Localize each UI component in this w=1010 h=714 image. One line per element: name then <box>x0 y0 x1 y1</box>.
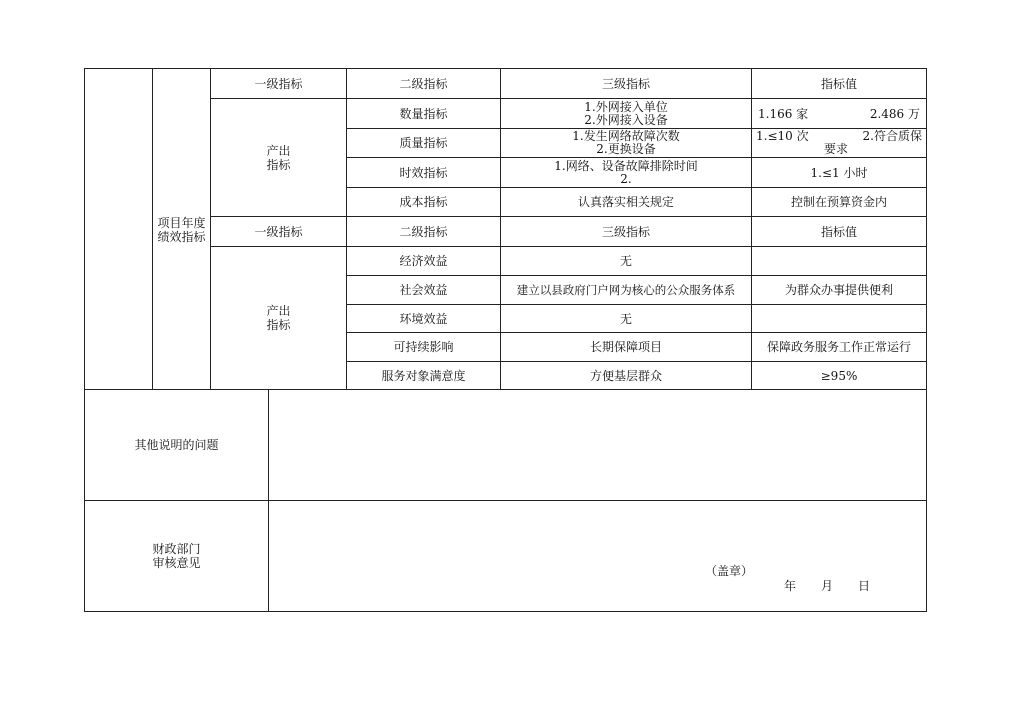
section-label: 项目年度绩效指标 <box>157 216 206 244</box>
value-part: 1.166 家 <box>758 106 809 121</box>
outcome-value: ≥95% <box>820 368 858 383</box>
outcome-detail: 无 <box>619 254 632 268</box>
outcome-group-label-line: 指标 <box>266 318 291 332</box>
header2-level2: 二级指标 <box>399 224 448 239</box>
outcome-value <box>752 247 926 275</box>
value-part: 1.≤10 次 <box>756 129 809 143</box>
table-border-right <box>926 68 927 612</box>
quantity-name: 数量指标 <box>399 106 448 121</box>
quantity-value <box>752 99 926 128</box>
outcome-name: 社会效益 <box>399 283 448 297</box>
quality-detail <box>501 129 751 157</box>
outcome-name: 服务对象满意度 <box>381 368 466 383</box>
output-group-label-line: 产出 <box>266 143 291 158</box>
outcome-group-label <box>211 247 346 389</box>
outcome-value: 保障政务服务工作正常运行 <box>766 340 911 354</box>
quantity-detail <box>501 99 751 128</box>
outcome-detail: 长期保障项目 <box>589 340 662 354</box>
outcome-detail: 无 <box>619 311 632 326</box>
detail-line: 1.网络、设备故障排除时间 <box>554 158 698 173</box>
finance-review-label-line: 财政部门 <box>152 542 201 556</box>
detail-line: 1.外网接入单位 <box>584 99 668 114</box>
value-part: 要求 <box>824 142 849 156</box>
detail-line: 1.发生网络故障次数 <box>572 129 680 143</box>
other-notes-content <box>269 390 926 500</box>
date-year: 年 <box>784 579 797 593</box>
cost-detail: 认真落实相关规定 <box>577 195 674 209</box>
output-group-label-line: 指标 <box>266 157 291 172</box>
timeliness-value: 1.≤1 小时 <box>810 165 868 180</box>
outcome-name: 环境效益 <box>399 311 448 326</box>
header-level3: 三级指标 <box>601 76 650 91</box>
outcome-value: 为群众办事提供便利 <box>784 283 893 297</box>
table-border-bottom <box>84 611 927 612</box>
outcome-value <box>752 305 926 332</box>
value-part: 2.486 万 <box>869 106 920 121</box>
outcome-name: 可持续影响 <box>393 340 454 354</box>
header-level2: 二级指标 <box>399 76 448 91</box>
date-month: 月 <box>821 579 834 593</box>
outcome-group-label-line: 产出 <box>266 304 291 318</box>
cost-value: 控制在预算资金内 <box>790 195 887 209</box>
quality-name: 质量指标 <box>399 136 448 150</box>
timeliness-name: 时效指标 <box>399 165 448 180</box>
detail-line: 2.外网接入设备 <box>584 112 668 127</box>
outcome-name: 经济效益 <box>399 254 448 268</box>
quality-value <box>752 129 926 157</box>
date-day: 日 <box>858 579 871 593</box>
header2-level3: 三级指标 <box>601 224 650 239</box>
output-group-label <box>211 99 346 216</box>
value-part: 2.符合质保 <box>862 129 922 143</box>
finance-review-label-line: 审核意见 <box>152 556 201 570</box>
stamp-label: （盖章） <box>705 564 754 578</box>
header2-level1: 一级指标 <box>254 224 303 239</box>
cost-name: 成本指标 <box>399 195 448 209</box>
other-notes-label: 其他说明的问题 <box>134 438 219 452</box>
header-value: 指标值 <box>820 76 857 91</box>
finance-review-label <box>85 501 268 611</box>
timeliness-detail <box>501 158 751 187</box>
header-level1: 一级指标 <box>254 76 303 91</box>
header2-value: 指标值 <box>820 224 857 239</box>
detail-line: 2.更换设备 <box>596 142 656 156</box>
outcome-detail: 建立以县政府门户网为核心的公众服务体系 <box>516 283 736 297</box>
detail-line: 2. <box>620 171 632 186</box>
outcome-detail: 方便基层群众 <box>589 368 662 383</box>
